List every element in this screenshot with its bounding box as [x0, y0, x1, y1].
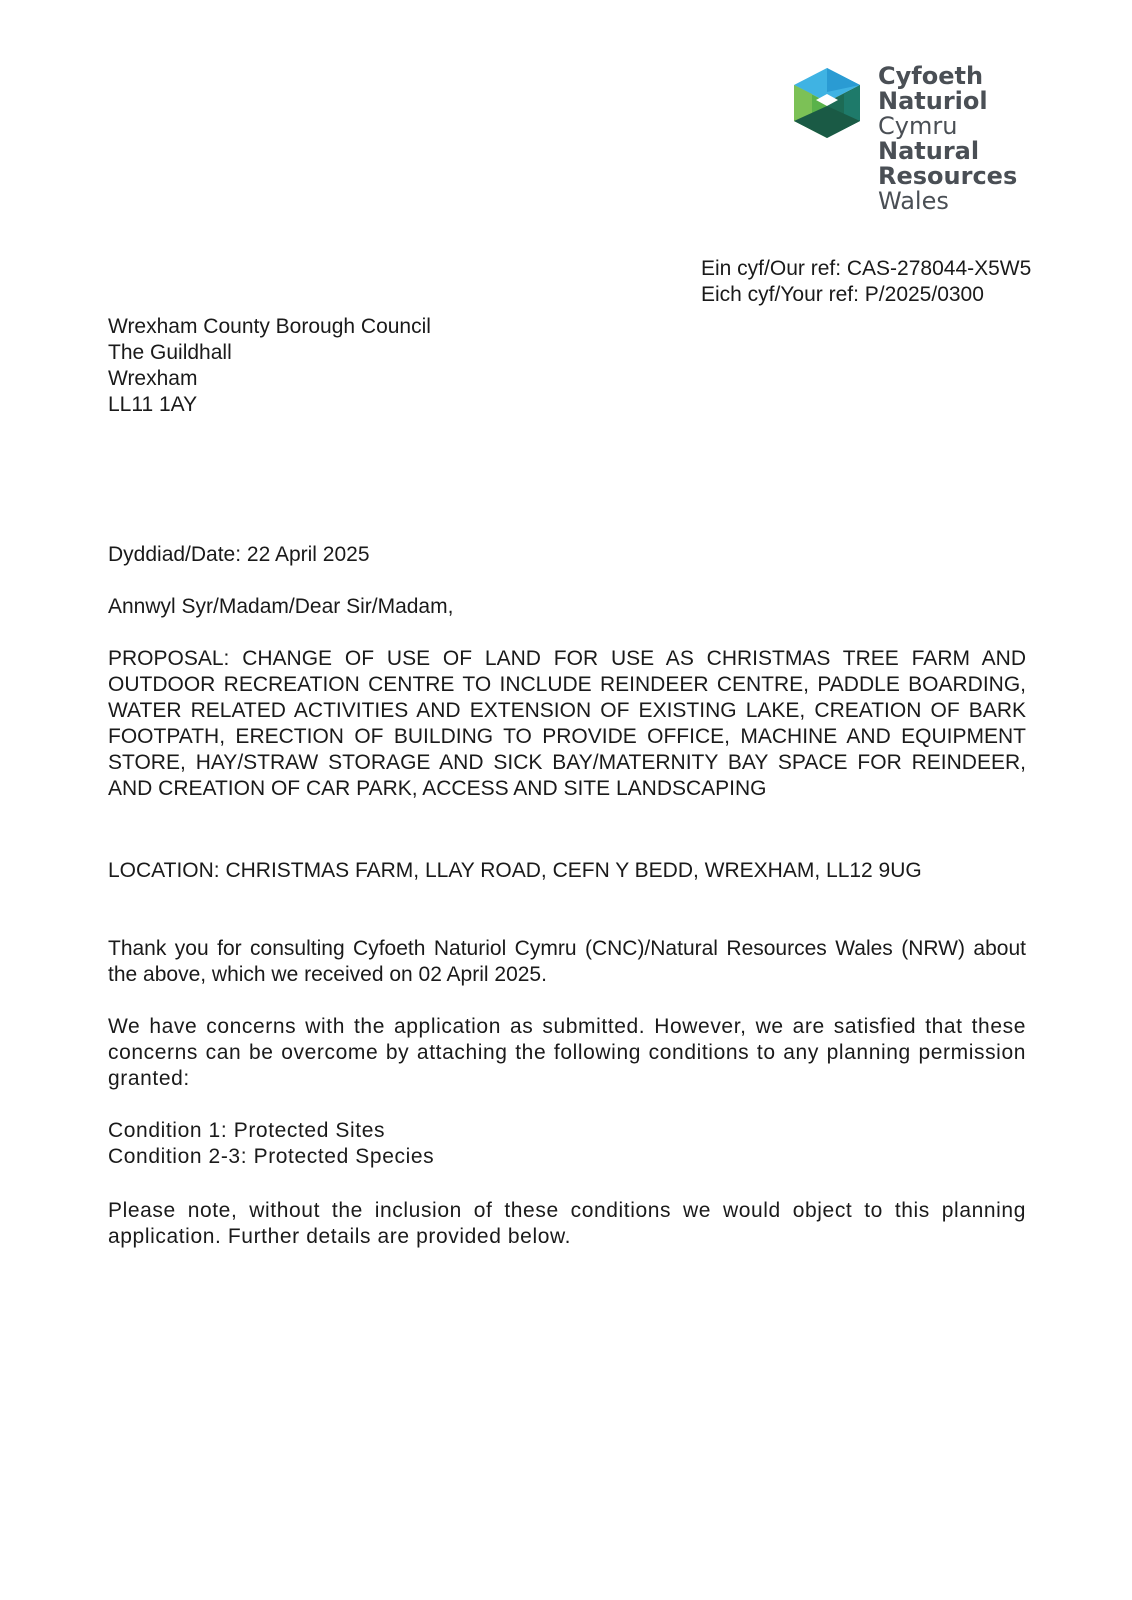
logo-line-resources: Resources	[878, 162, 1018, 190]
logo-line-cyfoeth: Cyfoeth	[878, 62, 984, 90]
recipient-address	[108, 314, 431, 418]
logo-wordmark	[878, 64, 1017, 214]
address-line-1: Wrexham County Borough Council	[108, 315, 431, 338]
reference-block	[701, 256, 1031, 308]
nrw-hexagon-icon	[790, 66, 864, 140]
location-line: LOCATION: CHRISTMAS FARM, LLAY ROAD, CEFN Y BEDD, WREXHAM, LL12 9UG	[108, 859, 922, 882]
letter-date: Dyddiad/Date: 22 April 2025	[108, 543, 370, 566]
our-ref: Ein cyf/Our ref: CAS-278044-X5W5	[701, 257, 1032, 280]
your-ref: Eich cyf/Your ref: P/2025/0300	[701, 283, 984, 306]
condition-1: Condition 1: Protected Sites	[108, 1119, 386, 1142]
conditions-list	[108, 1118, 1026, 1170]
logo-line-naturiol: Naturiol	[878, 87, 988, 115]
logo-line-natural: Natural	[878, 137, 980, 165]
nrw-logo	[790, 62, 1030, 222]
address-line-2: The Guildhall	[108, 341, 232, 364]
proposal-paragraph: PROPOSAL: CHANGE OF USE OF LAND FOR USE AS CHRISTMAS TREE FARM AND OUTDOOR RECREATION CENTRE TO INCLUDE REINDEER CENTRE, PADDLE BOARDING, WATER RELATED ACTIVITIES AND EXTENSION OF EXISTING LAKE, CREATION OF BARK FOOTPATH, ERECTION OF BUILDING TO PROVIDE OFFICE, MACHINE AND EQUIPMENT STORE, HAY/STRAW STORAGE AND SICK BAY/MATERNITY BAY SPACE FOR REINDEER, AND CREATION OF CAR PARK, ACCESS AND SITE LANDSCAPING	[108, 647, 1026, 800]
logo-line-cymru: Cymru	[878, 112, 958, 140]
note-paragraph: Please note, without the inclusion of these conditions we would object to this planning application. Further details are provided below.	[108, 1199, 1026, 1248]
address-line-4: LL11 1AY	[108, 393, 198, 416]
logo-line-wales: Wales	[878, 187, 949, 215]
salutation: Annwyl Syr/Madam/Dear Sir/Madam,	[108, 595, 454, 618]
thanks-paragraph: Thank you for consulting Cyfoeth Naturiol Cymru (CNC)/Natural Resources Wales (NRW) about the above, which we received on 02 April 2025.	[108, 937, 1026, 986]
address-line-3: Wrexham	[108, 367, 198, 390]
condition-2: Condition 2-3: Protected Species	[108, 1145, 435, 1168]
concerns-paragraph: We have concerns with the application as submitted. However, we are satisfied that these concerns can be overcome by attaching the following conditions to any planning permission granted:	[108, 1015, 1026, 1090]
